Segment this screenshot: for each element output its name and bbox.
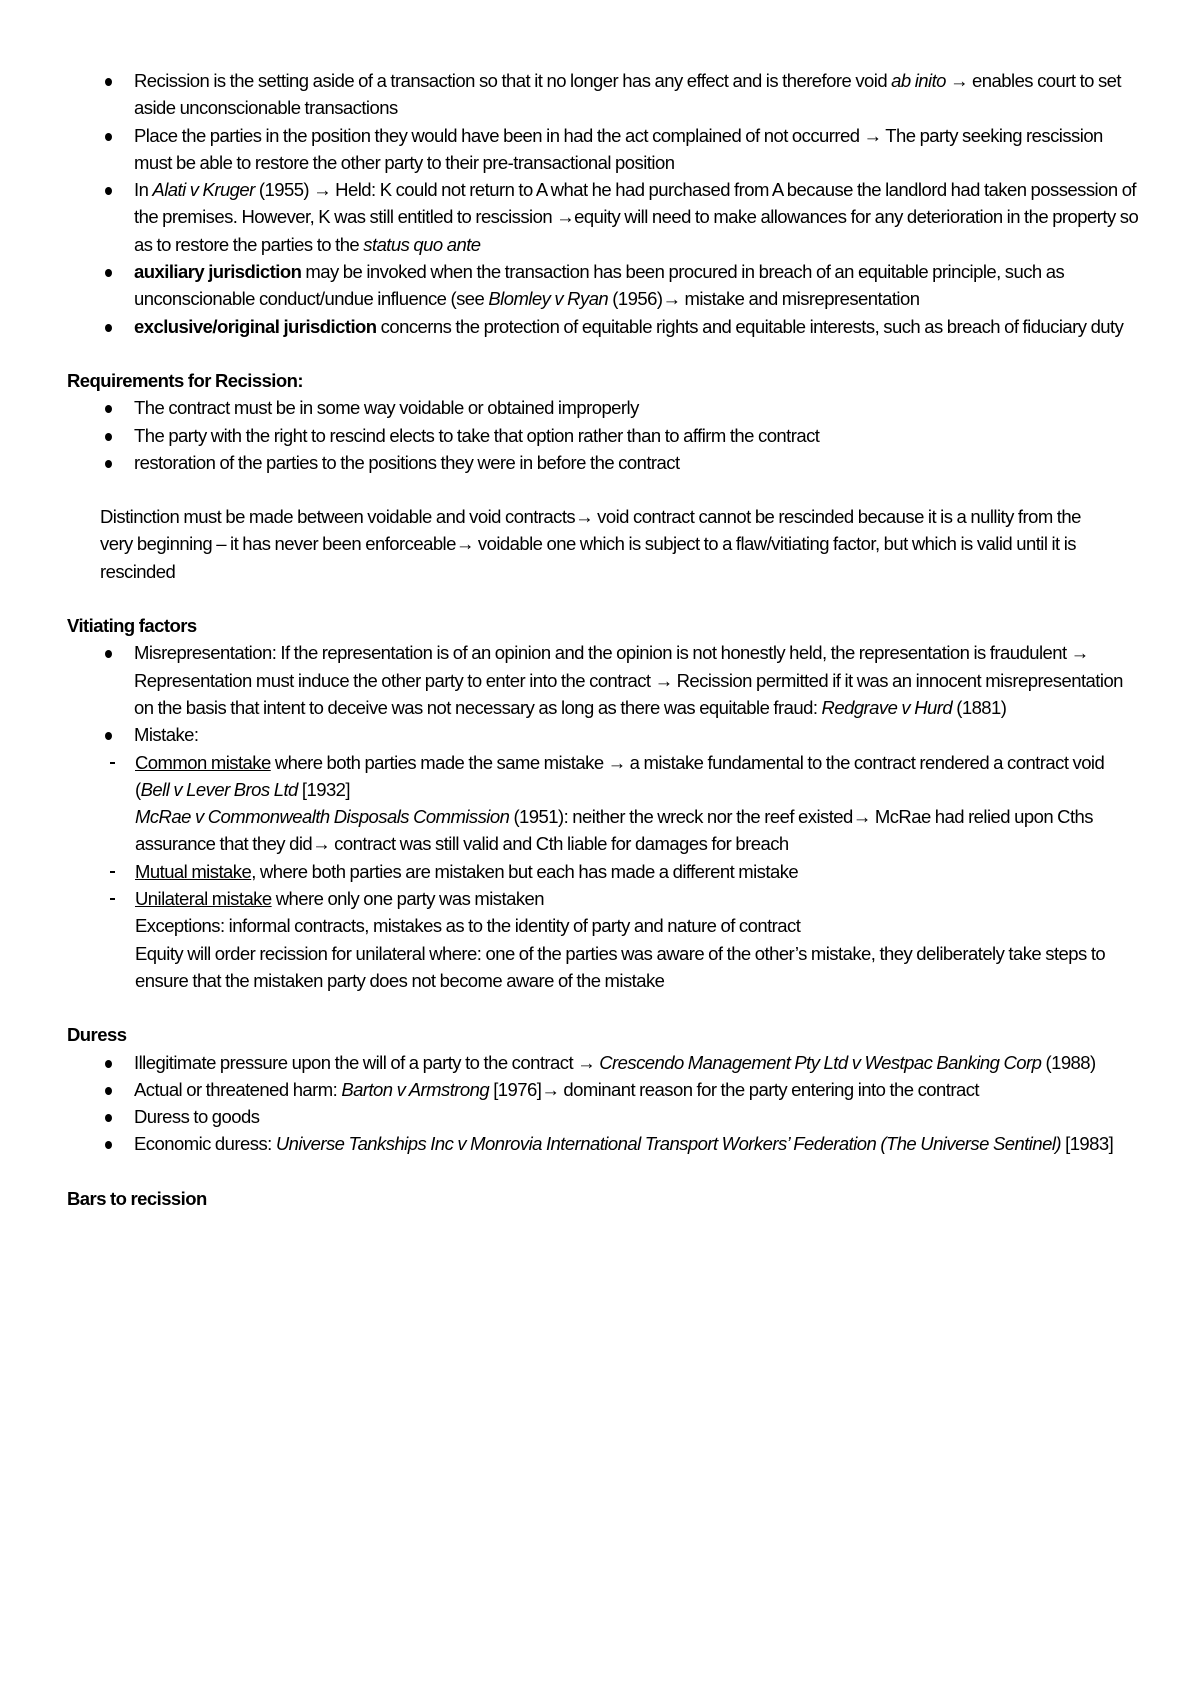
term: auxiliary jurisdiction (134, 261, 302, 283)
bullet-icon (105, 324, 112, 332)
list-item: Mistake: Common mistake where both parties made the same mistake → a mistake fundamental to the contract rendered a contract void (Bell v Lever Bros Ltd [1932] McRae v Commonwealth Disposals Commission (1951): neither the wreck nor the reef existed→ McRae had relied upon Cths assurance that they did→ contract was still valid and Cth liable for damages for breach Mutual mistake, where both parties are mistaken but each has made a different mistake Unilateral mistake where only one party was mistaken Exceptions: informal contracts, mistakes as to the identity of party and nature of contract Equity will order recission for unilateral where: one of the parties was aware of the other’s mistake, they deliberately take steps to ensure that the mistaken party does not become aware of the mistake (67, 721, 1144, 994)
bullet-icon (105, 133, 112, 141)
case-name: Universe Tankships Inc v Monrovia International Transport Workers’ Federation (The Universe Sentinel) (275, 1133, 1062, 1155)
sublist-item: Common mistake where both parties made the same mistake → a mistake fundamental to the contract rendered a contract void (Bell v Lever Bros Ltd [1932] McRae v Commonwealth Disposals Commission (1951): neither the wreck nor the reef existed→ McRae had relied upon Cths assurance that they did→ contract was still valid and Cth liable for damages for breach (101, 749, 1111, 858)
bullet-icon (105, 1087, 112, 1095)
duress-heading: Duress (67, 1024, 127, 1046)
term: Mutual mistake (135, 860, 252, 882)
list-item: auxiliary jurisdiction may be invoked when the transaction has been procured in breach of an equitable principle, such as unconscionable conduct/undue influence (see Blomley v Ryan (1956)→ mistake and misrepresentation (67, 258, 1144, 313)
list-item: Misrepresentation: If the representation is of an opinion and the opinion is not honestly held, the representation is fraudulent → Representation must induce the other party to enter into the contract → Recission permitted if it was an innocent misrepresentation on the basis that intent to deceive was not necessary as long as there was equitable fraud: Redgrave v Hurd (1881) (67, 639, 1144, 721)
requirements-list (67, 394, 1147, 476)
dash-icon (110, 762, 115, 764)
bullet-icon (105, 1060, 112, 1068)
case-name: Crescendo Management Pty Ltd v Westpac Banking Corp (599, 1051, 1042, 1073)
term: exclusive/original jurisdiction (134, 315, 377, 337)
bullet-icon (105, 732, 112, 740)
list-item: Place the parties in the position they would have been in had the act complained of not occurred → The party seeking rescission must be able to restore the other party to their pre-transactional position (67, 122, 1144, 177)
case-name: Alati v Kruger (152, 179, 255, 201)
spacer (67, 340, 1147, 367)
document-content (67, 67, 1147, 1212)
case-name: Redgrave v Hurd (821, 696, 953, 718)
spacer (67, 1158, 1147, 1185)
list-item: restoration of the parties to the positions they were in before the contract (67, 449, 1144, 476)
vitiating-list (67, 639, 1147, 994)
bullet-icon (105, 78, 112, 86)
distinction-paragraph: Distinction must be made between voidable and void contracts→ void contract cannot be rescinded because it is a nullity from the very beginning – it has never been enforceable→ voidable one which is subject to a flaw/vitiating factor, but which is valid until it is rescinded (100, 506, 1081, 582)
case-name: Blomley v Ryan (488, 288, 609, 310)
dash-icon (110, 871, 115, 873)
list-item: Economic duress: Universe Tankships Inc v Monrovia International Transport Workers’ Federation (The Universe Sentinel) [1983] (67, 1130, 1144, 1157)
list-item: exclusive/original jurisdiction concerns the protection of equitable rights and equitable interests, such as breach of fiduciary duty (67, 313, 1144, 340)
vitiating-heading: Vitiating factors (67, 615, 197, 637)
intro-list (67, 67, 1147, 340)
case-name: McRae v Commonwealth Disposals Commission (135, 806, 510, 828)
bars-heading: Bars to recission (67, 1187, 207, 1209)
bullet-icon (105, 460, 112, 468)
bullet-icon (105, 1141, 112, 1149)
list-item: Actual or threatened harm: Barton v Armstrong [1976]→ dominant reason for the party entering into the contract (67, 1076, 1144, 1103)
bullet-icon (105, 405, 112, 413)
spacer (67, 476, 1147, 503)
duress-list (67, 1049, 1147, 1158)
list-item: Illegitimate pressure upon the will of a party to the contract → Crescendo Management Pty Ltd v Westpac Banking Corp (1988) (67, 1049, 1144, 1076)
bullet-icon (105, 187, 112, 195)
bullet-icon (105, 433, 112, 441)
sublist-item: Mutual mistake, where both parties are mistaken but each has made a different mistake (101, 858, 1111, 885)
bullet-icon (105, 1114, 112, 1122)
term: Unilateral mistake (135, 888, 272, 910)
mistake-sublist (101, 749, 1144, 995)
bullet-icon (105, 650, 112, 658)
list-item: Recission is the setting aside of a transaction so that it no longer has any effect and is therefore void ab inito → enables court to set aside unconscionable transactions (67, 67, 1144, 122)
list-item: In Alati v Kruger (1955) → Held: K could not return to A what he had purchased from A because the landlord had taken possession of the premises. However, K was still entitled to rescission →equity will need to make allowances for any deterioration in the property so as to restore the parties to the status quo ante (67, 176, 1144, 258)
spacer (67, 585, 1147, 612)
term: Common mistake (135, 751, 271, 773)
list-item: The party with the right to rescind elects to take that option rather than to affirm the contract (67, 422, 1144, 449)
bullet-icon (105, 269, 112, 277)
spacer (67, 994, 1147, 1021)
dash-icon (110, 898, 115, 900)
case-name: Bell v Lever Bros Ltd (140, 778, 298, 800)
case-name: Barton v Armstrong (341, 1078, 490, 1100)
requirements-heading: Requirements for Recission: (67, 369, 304, 391)
list-item: Duress to goods (67, 1103, 1144, 1130)
list-item: The contract must be in some way voidable or obtained improperly (67, 394, 1144, 421)
sublist-item: Unilateral mistake where only one party was mistaken Exceptions: informal contracts, mistakes as to the identity of party and nature of contract Equity will order recission for unilateral where: one of the parties was aware of the other’s mistake, they deliberately take steps to ensure that the mistaken party does not become aware of the mistake (101, 885, 1111, 994)
